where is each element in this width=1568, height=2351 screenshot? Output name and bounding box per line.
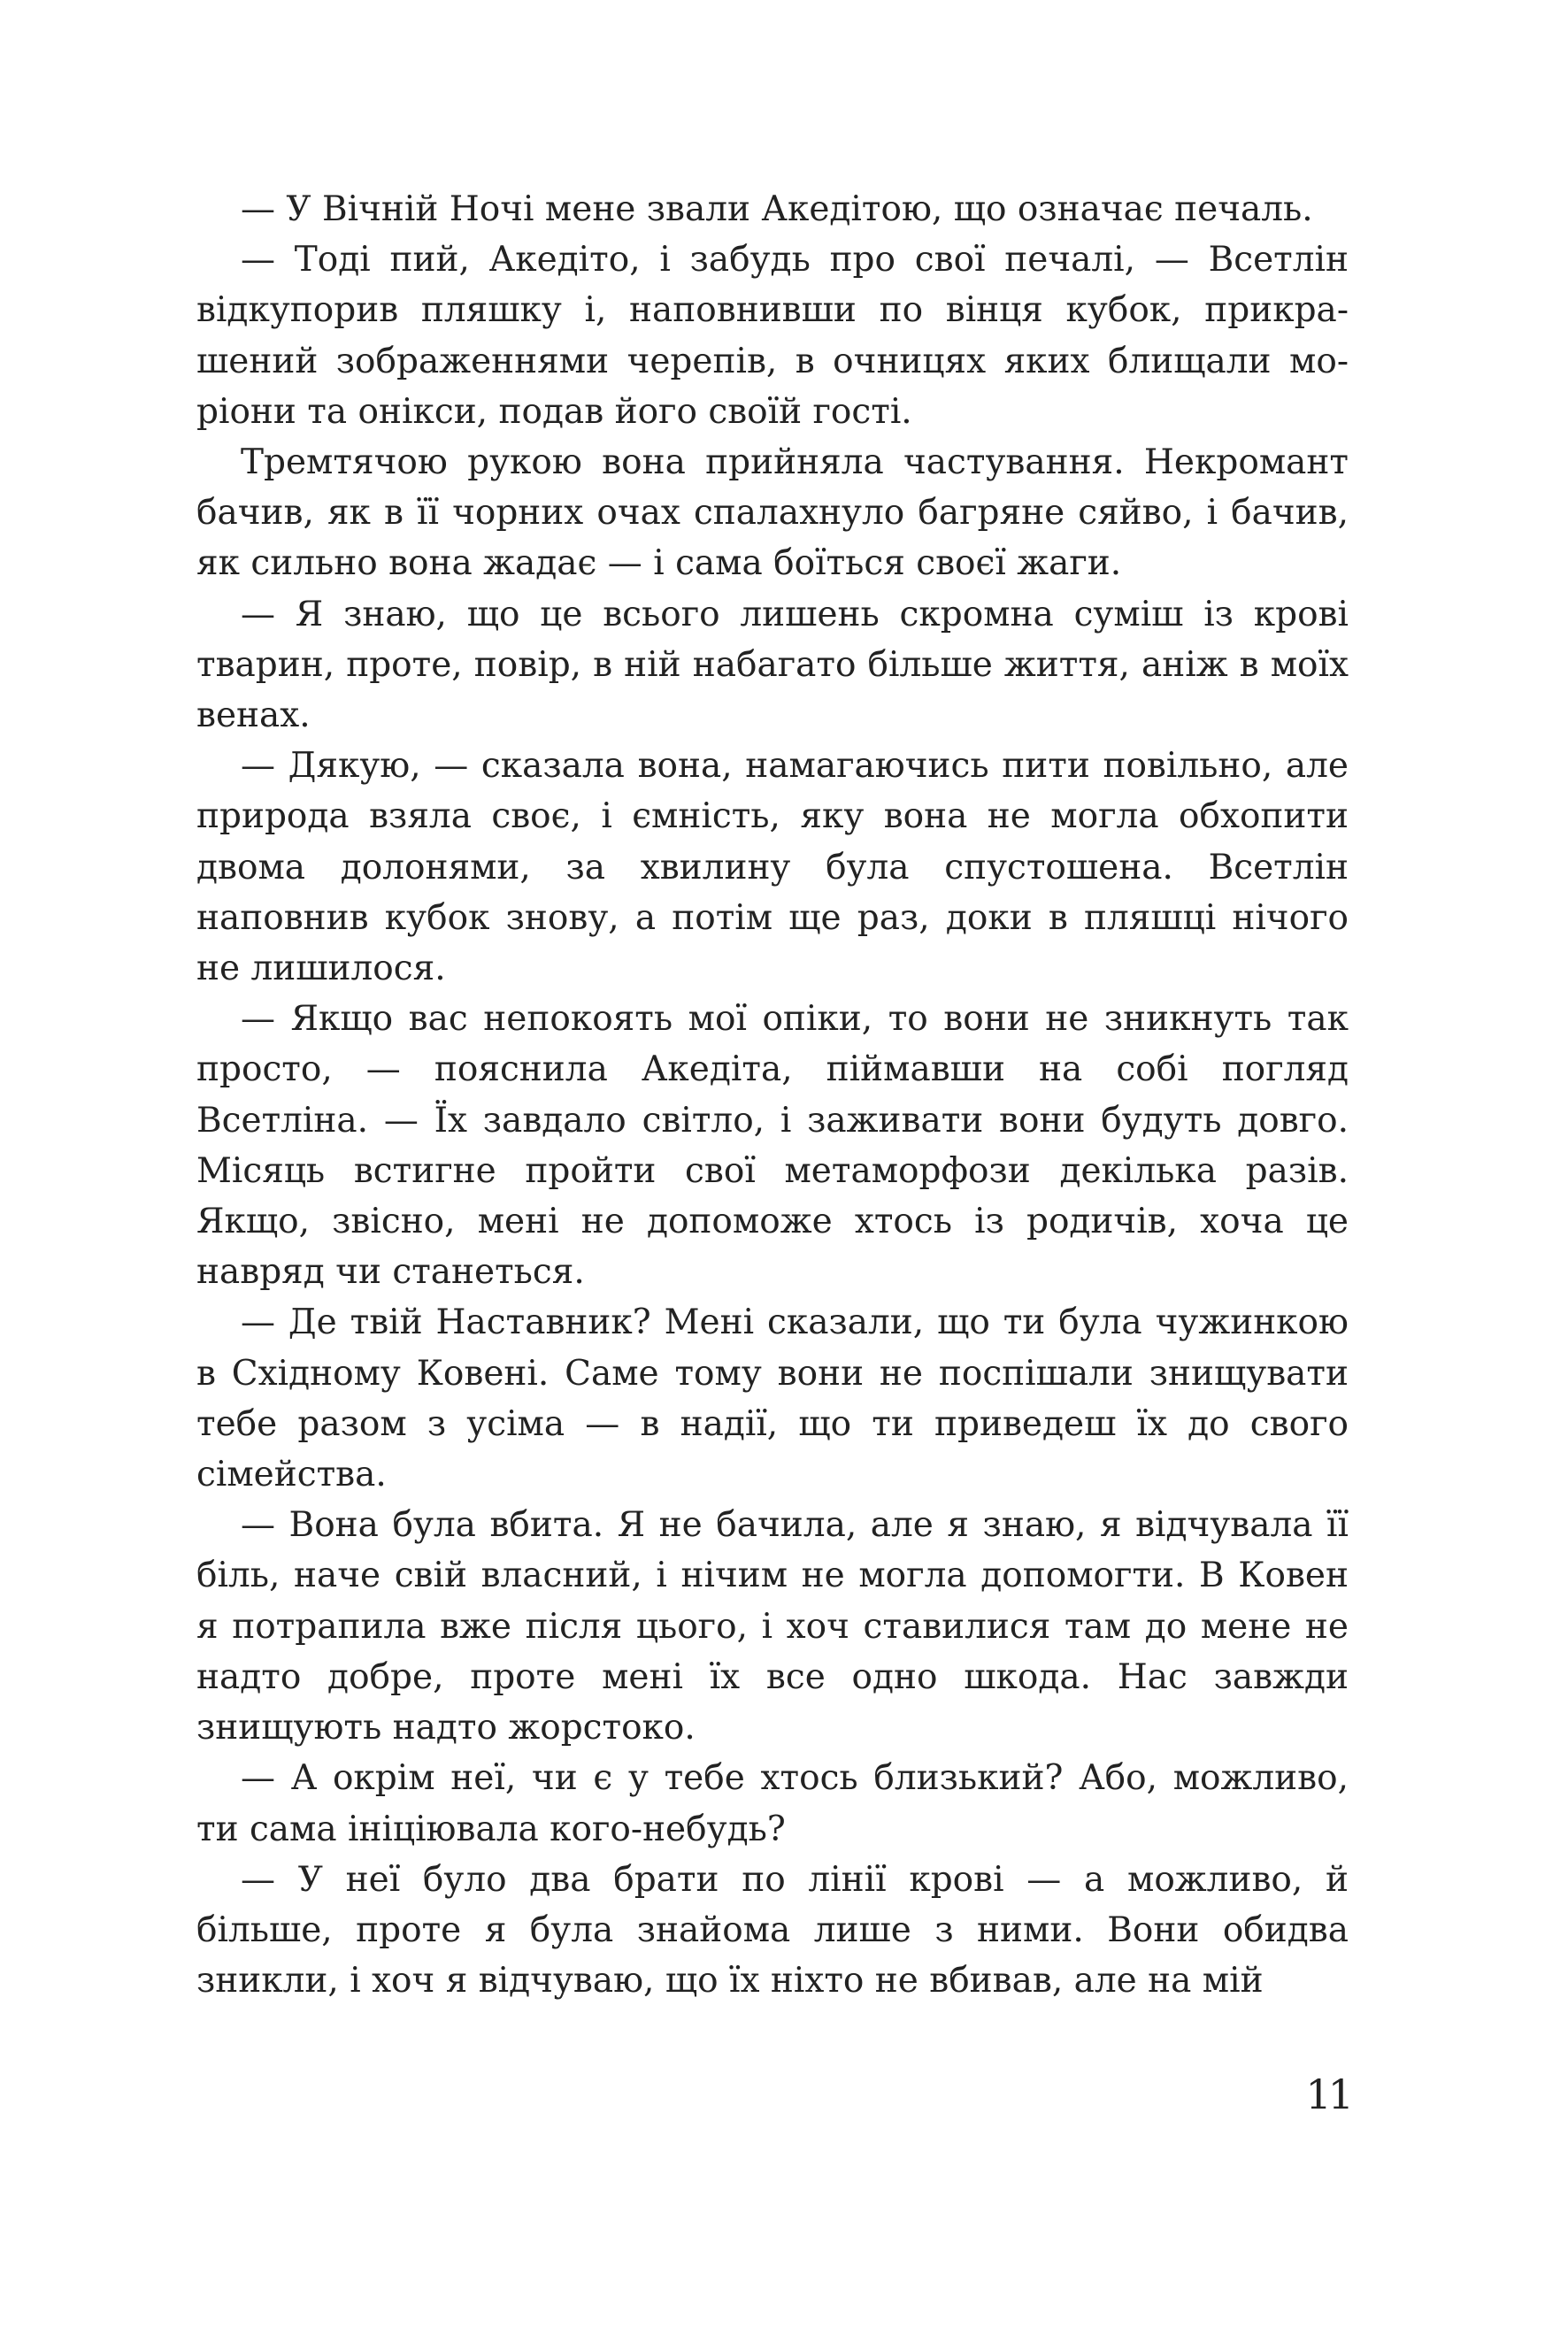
page-number: 11: [1305, 2071, 1350, 2118]
paragraph-9: — А окрім неї, чи є у тебе хтось близький? Або, можливо, ти сама ініціювала кого-небудь?: [196, 1758, 1349, 1849]
paragraph-10: — У неї було два брати по лінії крові — а можливо, й більше, проте я була знайома лише з ними. Вони обидва зникли, і хоч я відчуваю, що їх ніхто не вбивав, але на мій: [196, 1859, 1349, 2001]
paragraph-4: — Я знаю, що це всього лишень скромна суміш із крові тварин, проте, повір, в ній набагато більше життя, аніж в моїх венах.: [196, 594, 1349, 736]
paragraph-3: Тремтячою рукою вона прийняла частування. Некромант бачив, як в її чорних очах спалахнуло багряне сяйво, і бачив, як сильно вона жадає — і сама боїться своєї жаги.: [196, 442, 1349, 584]
paragraph-7: — Де твій Наставник? Мені сказали, що ти була чужинкою в Східному Ковені. Саме тому вони не поспішали знищувати тебе разом з усіма — в надії, що ти приведеш їх до свого сімейства.: [196, 1302, 1349, 1495]
paragraph-2: — Тоді пий, Акедіто, і забудь про свої печалі, — Всетлін відкупорив пляшку і, наповнивши по вінця кубок, прикрашений зображеннями черепів, в очницях яких блищали моріони та онікси, подав його своїй гості.: [196, 240, 1349, 432]
paragraph-6: — Якщо вас непокоять мої опіки, то вони не зникнуть так просто, — пояснила Акедіта, піймавши на собі погляд Всетліна. — Їх завдало світло, і заживати вони будуть довго. Місяць встигне пройти свої метаморфози декілька разів. Якщо, звісно, мені не допоможе хтось із родичів, хоча це навряд чи станеться.: [196, 999, 1349, 1293]
paragraph-5: — Дякую, — сказала вона, намагаючись пити повільно, але природа взяла своє, і ємність, яку вона не могла обхопити двома долонями, за хвилину була спустошена. Всетлін наповнив кубок знову, а потім ще раз, доки в пляшці нічого не лишилося.: [196, 746, 1349, 989]
paragraph-1: — У Вічній Ночі мене звали Акедітою, що означає печаль.: [241, 189, 1313, 229]
body-text: [196, 184, 1349, 2006]
paragraph-8: — Вона була вбита. Я не бачила, але я знаю, я відчувала її біль, наче свій власний, і нічим не могла допомогти. В Ковен я потрапила вже після цього, і хоч ставилися там до мене не надто добре, проте мені їх все одно шкода. Нас завжди знищують надто жорстоко.: [196, 1505, 1349, 1748]
